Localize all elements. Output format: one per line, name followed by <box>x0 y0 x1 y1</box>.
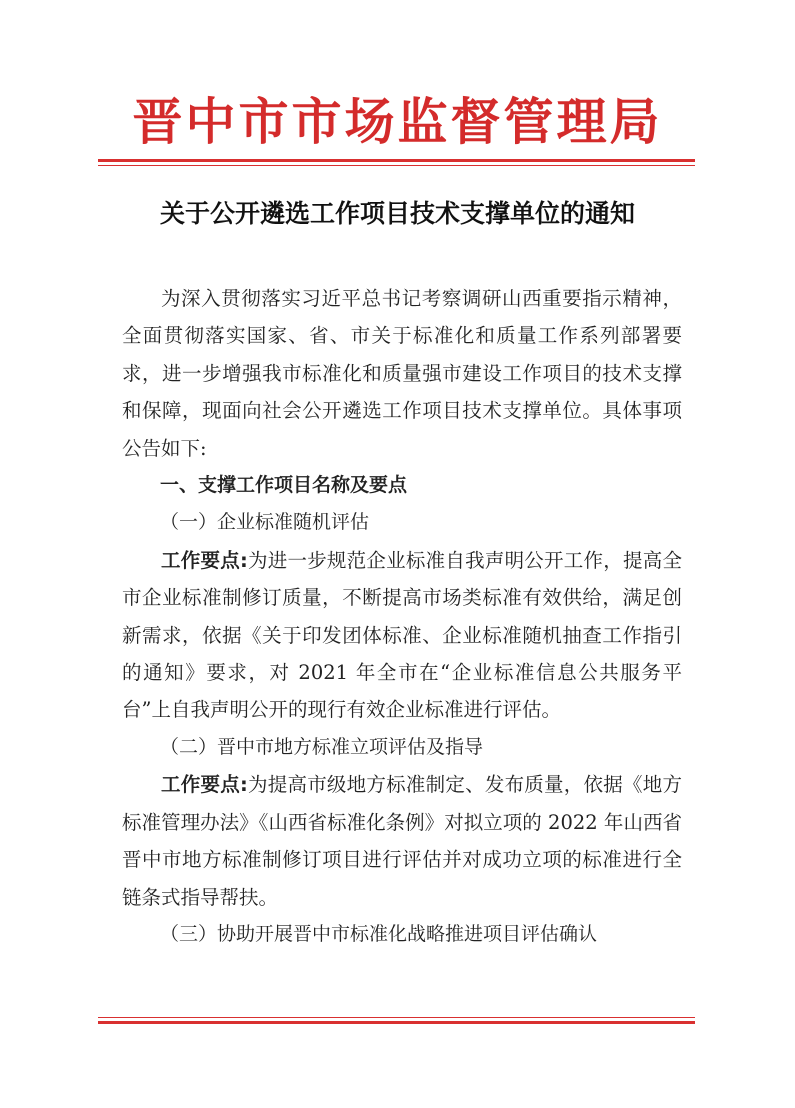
subsection-heading-1: （一）企业标准随机评估 <box>160 511 370 534</box>
subsection-heading-3: （三）协助开展晋中市标准化战略推进项目评估确认 <box>160 922 598 945</box>
subsection-text-1: 为进一步规范企业标准自我声明公开工作，提高全市企业标准制修订质量，不断提高市场类标准有效供给，满足创新需求，依据《关于印发团体标准、企业标准随机抽查工作指引的通知》要求，对 2021 年全市在“企业标准信息公共服务平台”上自我声明公开的现行有效企业标准进行评估。 <box>122 548 682 722</box>
subsection-paragraph-1 <box>122 542 682 729</box>
subsection-heading-2: （二）晋中市地方标准立项评估及指导 <box>160 735 484 758</box>
section-heading: 一、支撑工作项目名称及要点 <box>160 474 408 497</box>
key-points-label: 工作要点: <box>161 773 248 797</box>
letterhead-rule-thick <box>98 159 695 162</box>
document-body <box>122 280 682 953</box>
footer-rule-thick <box>98 1021 695 1024</box>
letterhead-rule-thin <box>98 165 695 166</box>
document-title: 关于公开遴选工作项目技术支撑单位的通知 <box>159 199 635 228</box>
subsection-text-2: 为提高市级地方标准制定、发布质量，依据《地方标准管理办法》《山西省标准化条例》对拟立项的 2022 年山西省晋中市地方标准制修订项目进行评估并对成功立项的标准进行全链条式指导帮扶。 <box>122 773 682 909</box>
letterhead-org-name: 晋中市市场监督管理局 <box>132 92 663 151</box>
subsection-paragraph-2 <box>122 766 682 916</box>
footer-rule-thin <box>98 1017 695 1018</box>
key-points-label: 工作要点: <box>161 548 248 572</box>
intro-paragraph: 为深入贯彻落实习近平总书记考察调研山西重要指示精神，全面贯彻落实国家、省、市关于标准化和质量工作系列部署要求，进一步增强我市标准化和质量强市建设工作项目的技术支撑和保障，现面向社会公开遴选工作项目技术支撑单位。具体事项公告如下: <box>122 287 682 460</box>
